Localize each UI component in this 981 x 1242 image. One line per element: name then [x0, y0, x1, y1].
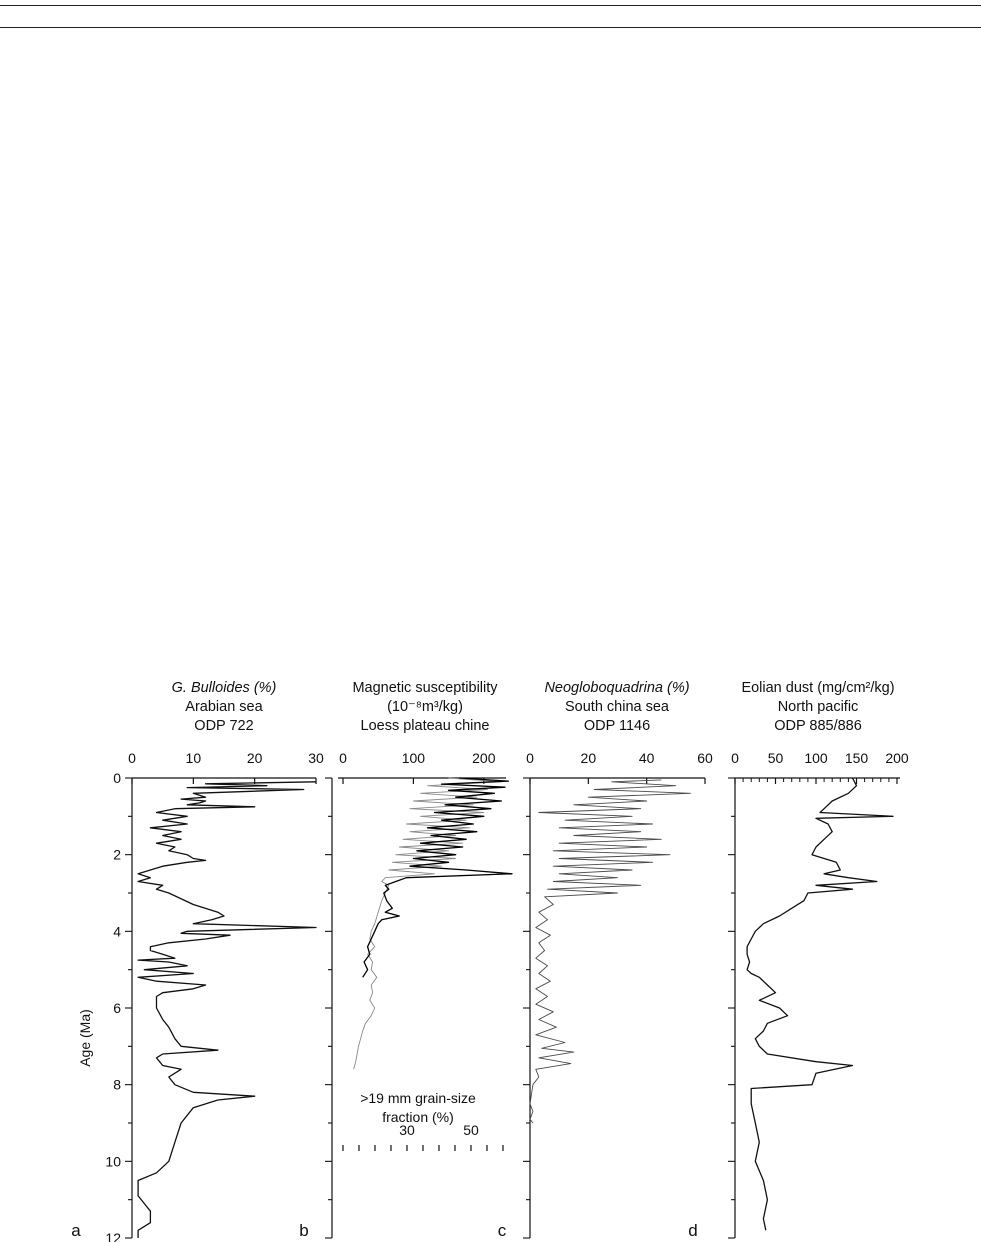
panel-d-x-tick-label: 150 [844, 750, 869, 766]
panel-a-x-tick-label: 20 [246, 750, 263, 766]
panel-c-corner-label: c [497, 1221, 507, 1240]
panel-b-title-line-2: (10⁻⁸m³/kg) [387, 699, 463, 715]
panel-b-secondary-tick-label: 30 [399, 1122, 415, 1138]
panel-d-x-tick-label: 50 [767, 750, 784, 766]
panel-c-title-line-2: South china sea [565, 699, 669, 715]
panel-b-secondary-axis-title-line-1: >19 mm grain-size [360, 1090, 476, 1106]
panel-d-x-tick-label: 0 [731, 750, 739, 766]
y-tick-label: 12 [105, 1230, 121, 1242]
y-tick-label: 6 [113, 1000, 121, 1016]
y-tick-label: 0 [113, 770, 121, 786]
panel-b-series-1 [354, 778, 502, 1069]
panel-b-x-tick-label: 0 [339, 750, 347, 766]
y-tick-label: 8 [113, 1076, 121, 1093]
panel-c-x-tick-label: 20 [580, 750, 597, 766]
y-tick-label: 2 [113, 846, 121, 863]
panel-b-title-line-1: Magnetic susceptibility [352, 680, 498, 696]
panel-c-series-1 [530, 780, 690, 1123]
panel-d-series-1 [747, 778, 893, 1230]
panel-a-x-tick-label: 30 [308, 750, 324, 766]
panel-c-x-tick-label: 60 [697, 750, 713, 766]
panel-d-title-line-3: ODP 885/886 [774, 718, 862, 734]
panel-b-title-line-3: Loess plateau chine [360, 718, 490, 734]
panel-c-title-line-1: Neogloboquadrina (%) [544, 680, 690, 696]
panel-a-title-line-1: G. Bulloides (%) [171, 680, 277, 696]
panel-b-secondary-tick-label: 50 [463, 1122, 479, 1138]
y-axis-label: Age (Ma) [77, 1009, 93, 1067]
panel-b-corner-label: b [299, 1221, 309, 1240]
panel-b-x-tick-label: 200 [472, 750, 496, 766]
panel-c-title-line-3: ODP 1146 [583, 718, 651, 734]
panel-b-secondary-axis-title-line-2: fraction (%) [382, 1109, 454, 1125]
y-tick-label: 4 [113, 923, 121, 940]
panel-c-x-tick-label: 0 [526, 750, 534, 766]
y-tick-label: 10 [105, 1153, 121, 1170]
panel-a-series-1 [138, 782, 316, 1238]
panel-a-title-line-3: ODP 722 [194, 718, 254, 734]
panel-c-x-tick-label: 40 [638, 750, 655, 766]
panel-a-x-tick-label: 10 [185, 750, 202, 766]
panel-a-x-tick-label: 0 [128, 750, 136, 766]
panel-d-title-line-2: North pacific [777, 699, 859, 715]
panel-d-x-tick-label: 200 [885, 750, 909, 766]
panel-a-corner-label: a [71, 1221, 81, 1240]
panel-a-title-line-2: Arabian sea [185, 699, 263, 715]
panel-d-corner-label: d [688, 1221, 698, 1240]
panel-b-x-tick-label: 100 [401, 750, 426, 766]
panel-d-title-line-1: Eolian dust (mg/cm²/kg) [741, 680, 895, 696]
panel-d-x-tick-label: 100 [804, 750, 828, 766]
